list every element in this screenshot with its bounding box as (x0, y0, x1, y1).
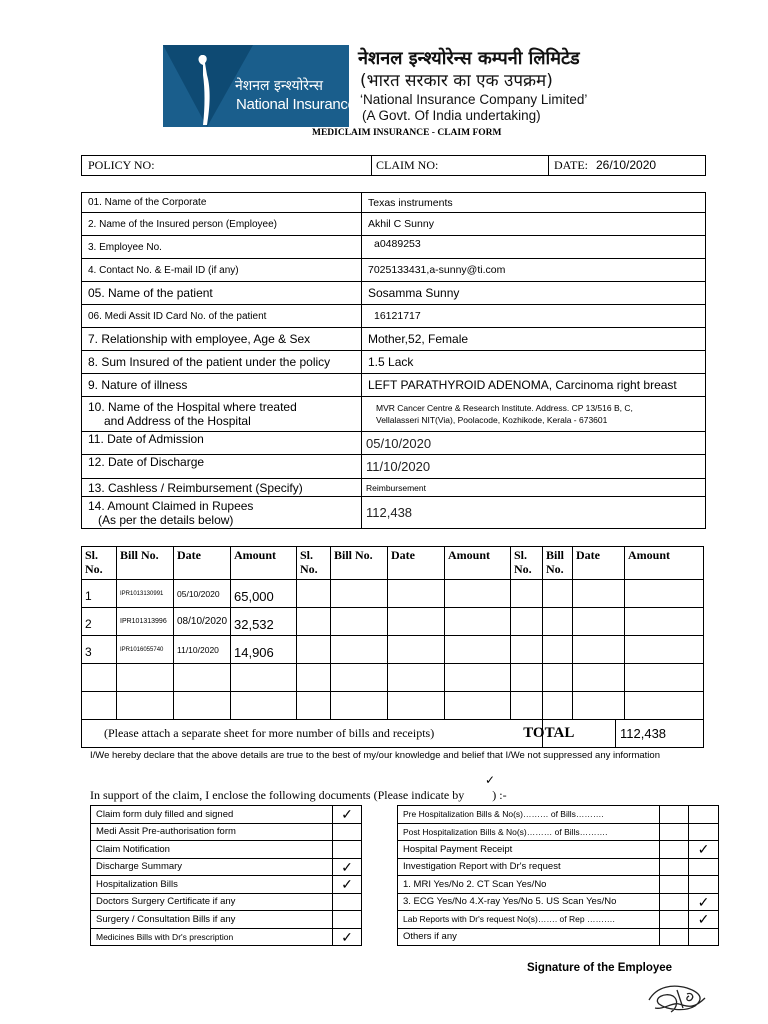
document-row (91, 806, 362, 824)
detail-value: LEFT PARATHYROID ADENOMA, Carcinoma right breast (362, 374, 706, 397)
company-name-hindi: नेशनल इन्श्योरेन्स कम्पनी लिमिटेड (358, 48, 580, 69)
signature-label: Signature of the Employee (527, 962, 673, 974)
bill-no-header: Bill No. (543, 547, 573, 580)
policy-no-label: POLICY NO: (88, 158, 155, 172)
document-label: Others if any (398, 928, 660, 946)
detail-value: Mother,52, Female (362, 328, 706, 351)
document-row (398, 928, 719, 946)
bill-date: 05/10/2020 (174, 580, 231, 608)
bill-row (82, 608, 704, 636)
support-documents-text (90, 788, 507, 803)
document-label: Doctors Surgery Certificate if any (91, 893, 333, 911)
bill-number: IPR1016055740 (117, 636, 174, 664)
detail-row (82, 193, 706, 213)
bill-row-empty (82, 692, 704, 720)
amount-label-line2: (As per the details below) (98, 512, 234, 527)
document-row (91, 841, 362, 859)
amount-header: Amount (445, 547, 511, 580)
detail-label: 9. Nature of illness (82, 374, 362, 397)
date-header: Date (573, 547, 625, 580)
documents-left-table (90, 805, 362, 946)
detail-value: Reimbursement (362, 479, 706, 497)
check-icon[interactable]: ✓ (333, 876, 362, 894)
logo-hindi-text: नेशनल इन्श्योरेन्स (235, 78, 324, 94)
document-label: Medicines Bills with Dr's prescription (91, 928, 333, 946)
bill-row (82, 636, 704, 664)
bill-number: IPR1013130991 (117, 580, 174, 608)
detail-value: 1.5 Lack (362, 351, 706, 374)
date-label: DATE: (554, 158, 588, 172)
total-value: 112,438 (615, 720, 703, 747)
bill-row-empty (82, 664, 704, 692)
hospital-label-line1: 10. Name of the Hospital where treated (88, 400, 297, 414)
check-icon[interactable] (689, 876, 719, 894)
detail-row (82, 397, 706, 432)
bill-sl: 2 (82, 608, 117, 636)
declaration-text: I/We hereby declare that the above details are true to the best of my/our knowledge and belief that I/We not suppressed any information (90, 750, 660, 761)
detail-value: 11/10/2020 (362, 455, 706, 479)
detail-value: Sosamma Sunny (362, 282, 706, 305)
detail-label: 05. Name of the patient (82, 282, 362, 305)
bill-sl: 3 (82, 636, 117, 664)
total-label: TOTAL (523, 725, 575, 741)
check-icon[interactable]: ✓ (333, 806, 362, 824)
document-row (398, 806, 719, 824)
bills-header-row (82, 547, 704, 580)
check-icon[interactable]: ✓ (689, 893, 719, 911)
attach-note-text: (Please attach a separate sheet for more number of bills and receipts) (104, 726, 435, 740)
detail-row (82, 455, 706, 479)
detail-label: 13. Cashless / Reimbursement (Specify) (82, 479, 362, 497)
detail-value (362, 397, 706, 432)
check-icon[interactable]: ✓ (689, 841, 719, 859)
date-header: Date (174, 547, 231, 580)
check-icon[interactable]: ✓ (333, 928, 362, 946)
detail-value: 7025133431,a-sunny@ti.com (362, 259, 706, 282)
detail-row (82, 497, 706, 529)
bill-amount: 32,532 (231, 608, 297, 636)
detail-row (82, 328, 706, 351)
govt-undertaking-hindi: (भारत सरकार का एक उपक्रम) (360, 71, 553, 91)
detail-label: 12. Date of Discharge (82, 455, 362, 479)
bill-no-header: Bill No. (331, 547, 388, 580)
detail-row (82, 432, 706, 455)
bill-number: IPR101313996 (117, 608, 174, 636)
document-label: Lab Reports with Dr's request No(s)……. of Rep ………. (398, 911, 660, 929)
check-icon[interactable] (333, 893, 362, 911)
detail-value: 16121717 (362, 305, 706, 328)
detail-value: a0489253 (362, 236, 706, 259)
detail-label: 01. Name of the Corporate (82, 193, 362, 213)
document-label: Claim form duly filled and signed (91, 806, 333, 824)
document-label: Pre Hospitalization Bills & No(s)……… of Bills………. (398, 806, 660, 824)
detail-label: 8. Sum Insured of the patient under the policy (82, 351, 362, 374)
document-label: Hospitalization Bills (91, 876, 333, 894)
document-label: 3. ECG Yes/No 4.X-ray Yes/No 5. US Scan Yes/No (398, 893, 660, 911)
amount-header: Amount (625, 547, 704, 580)
document-row (91, 893, 362, 911)
check-icon[interactable]: ✓ (333, 858, 362, 876)
amount-header: Amount (231, 547, 297, 580)
form-title: MEDICLAIM INSURANCE - CLAIM FORM (312, 128, 502, 138)
bill-date: 11/10/2020 (174, 636, 231, 664)
detail-row (82, 351, 706, 374)
detail-value: 05/10/2020 (362, 432, 706, 455)
detail-label (82, 497, 362, 529)
check-icon[interactable] (689, 858, 719, 876)
document-label: 1. MRI Yes/No 2. CT Scan Yes/No (398, 876, 660, 894)
document-row (398, 823, 719, 841)
policy-claim-date-row (81, 155, 706, 176)
claim-details-table (81, 192, 706, 529)
document-row (91, 823, 362, 841)
detail-row (82, 259, 706, 282)
check-icon: ✓ (485, 773, 496, 787)
bills-table (81, 546, 704, 748)
hospital-label-line2: and Address of the Hospital (104, 414, 251, 428)
claim-no-label: CLAIM NO: (376, 158, 439, 172)
check-icon[interactable] (333, 823, 362, 841)
govt-undertaking-english: (A Govt. Of India undertaking) (362, 108, 541, 123)
attach-note (82, 720, 575, 748)
document-row (398, 893, 719, 911)
sl-no-header: Sl. No. (82, 547, 117, 580)
hospital-address-line2: Vellalasseri NIT(Via), Poolacode, Kozhikode, Kerala - 673601 (376, 415, 608, 425)
amount-label-line1: 14. Amount Claimed in Rupees (88, 498, 254, 513)
document-label: Investigation Report with Dr's request (398, 858, 660, 876)
document-row (398, 911, 719, 929)
bill-sl: 1 (82, 580, 117, 608)
document-row (398, 876, 719, 894)
detail-label: 3. Employee No. (82, 236, 362, 259)
bill-row (82, 580, 704, 608)
document-label: Discharge Summary (91, 858, 333, 876)
check-icon[interactable] (689, 823, 719, 841)
check-icon[interactable] (333, 911, 362, 929)
document-label: Surgery / Consultation Bills if any (91, 911, 333, 929)
detail-row (82, 213, 706, 236)
sl-no-header: Sl. No. (511, 547, 543, 580)
detail-value: 112,438 (362, 497, 706, 529)
document-row (91, 858, 362, 876)
support-text: In support of the claim, I enclose the following documents (Please indicate by (90, 788, 465, 802)
detail-label: 11. Date of Admission (82, 432, 362, 455)
document-row (91, 928, 362, 946)
bill-amount: 65,000 (231, 580, 297, 608)
check-icon[interactable] (689, 806, 719, 824)
detail-row (82, 236, 706, 259)
check-icon[interactable] (333, 841, 362, 859)
bill-no-header: Bill No. (117, 547, 174, 580)
document-row (91, 876, 362, 894)
total-row (82, 720, 704, 748)
check-icon[interactable]: ✓ (689, 911, 719, 929)
logo-english-text: National Insurance (236, 96, 356, 113)
detail-label: 06. Medi Assit ID Card No. of the patient (82, 305, 362, 328)
detail-value: Texas instruments (362, 193, 706, 213)
signature-scribble-icon (643, 978, 713, 1018)
sl-no-header: Sl. No. (297, 547, 331, 580)
document-label: Post Hospitalization Bills & No(s)……… of Bills………. (398, 823, 660, 841)
detail-value: Akhil C Sunny (362, 213, 706, 236)
bill-date: 08/10/2020 (174, 608, 231, 636)
document-label: Claim Notification (91, 841, 333, 859)
detail-row (82, 282, 706, 305)
detail-label: 2. Name of the Insured person (Employee) (82, 213, 362, 236)
check-icon[interactable] (689, 928, 719, 946)
detail-label: 7. Relationship with employee, Age & Sex (82, 328, 362, 351)
detail-row (82, 305, 706, 328)
detail-label (82, 397, 362, 432)
document-label: Hospital Payment Receipt (398, 841, 660, 859)
detail-row (82, 374, 706, 397)
document-row (398, 841, 719, 859)
bill-amount: 14,906 (231, 636, 297, 664)
detail-row (82, 479, 706, 497)
document-label: Medi Assit Pre-authorisation form (91, 823, 333, 841)
date-value: 26/10/2020 (596, 158, 657, 172)
support-tail: ) :- (492, 788, 507, 802)
document-row (398, 858, 719, 876)
hospital-address-line1: MVR Cancer Centre & Research Institute. Address. CP 13/516 B, C, (376, 403, 633, 413)
documents-right-table (397, 805, 719, 946)
document-row (91, 911, 362, 929)
detail-label: 4. Contact No. & E-mail ID (if any) (82, 259, 362, 282)
date-header: Date (388, 547, 445, 580)
company-name-english: ‘National Insurance Company Limited’ (360, 92, 588, 107)
